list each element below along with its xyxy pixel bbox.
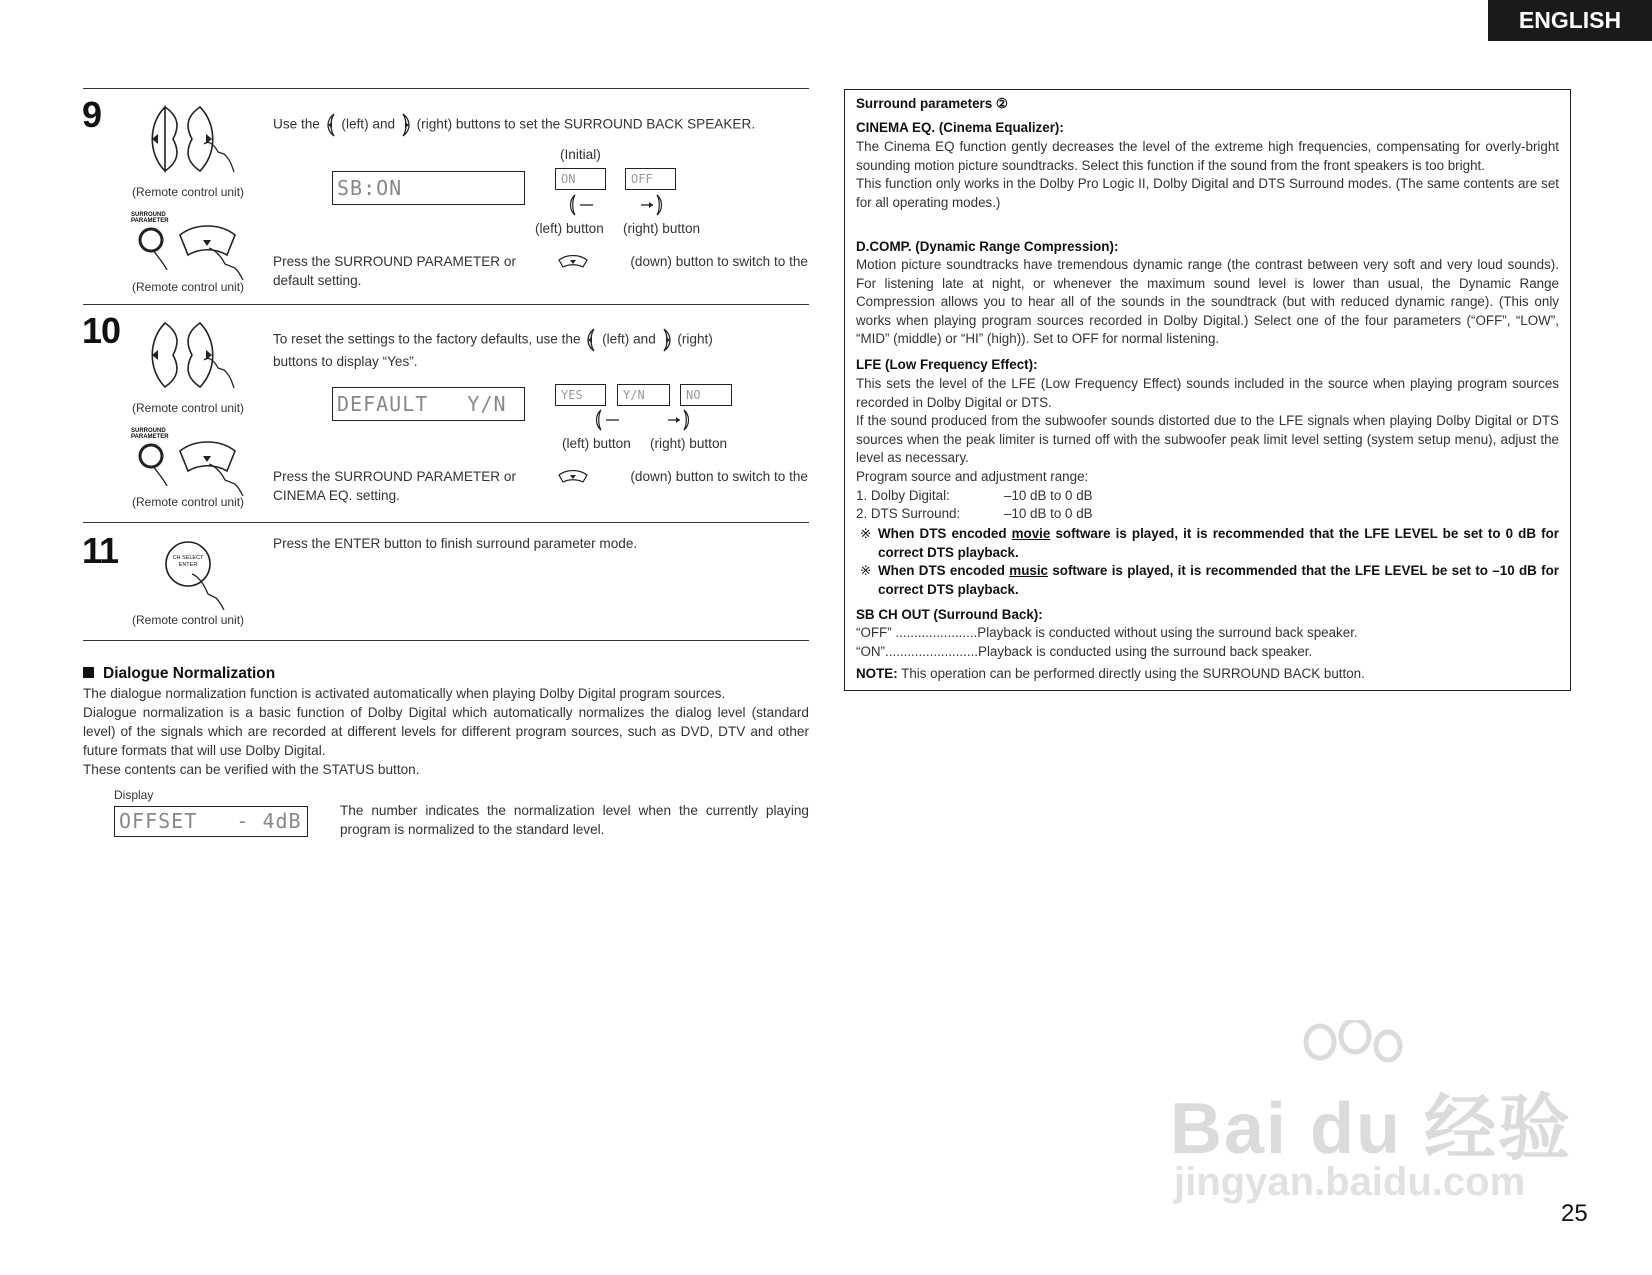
divider xyxy=(83,640,809,641)
option-off: OFF xyxy=(625,168,676,190)
enter-button-icon: CH SELECT ENTER xyxy=(164,540,216,592)
page-number: 25 xyxy=(1561,1200,1588,1227)
display-default: DEFAULT Y/N xyxy=(332,387,525,421)
step-10-press-text: Press the SURROUND PARAMETER or (down) button to switch to the CINEMA EQ. setting. xyxy=(273,469,808,503)
lfe-note-movie: ※ When DTS encoded movie software is played, it is recommended that the LFE LEVEL be set to 0 dB for correct DTS playback. xyxy=(860,526,1559,560)
surround-parameter-label: SURROUND PARAMETER xyxy=(131,212,169,224)
display-offset: OFFSET - 4dB xyxy=(114,806,308,837)
left-button-label: (left) button xyxy=(535,221,604,236)
step-10-instruction: To reset the settings to the factory defaults, use the (left) and (right) xyxy=(273,328,813,352)
left-arrow-icon xyxy=(568,194,598,216)
step-number: 10 xyxy=(82,310,121,351)
watermark xyxy=(1170,1020,1590,1215)
surround-parameter-down-icon xyxy=(135,220,255,280)
sb-ch-out-off: “OFF” ......................Playback is conducted without using the surround back speaker. xyxy=(856,625,1358,640)
remote-caption: (Remote control unit) xyxy=(132,613,245,627)
sb-ch-out-on: “ON”.........................Playback is conducted using the surround back speaker. xyxy=(856,644,1313,659)
step-11-instruction: Press the ENTER button to finish surround parameter mode. xyxy=(273,536,638,551)
final-note: NOTE: This operation can be performed directly using the SURROUND BACK button. xyxy=(856,666,1365,681)
watermark-brand: Bai du 经验 xyxy=(1170,1089,1573,1169)
remote-caption: (Remote control unit) xyxy=(132,280,245,294)
left-button-label: (left) button xyxy=(562,436,631,451)
right-button-label: (right) button xyxy=(650,436,728,451)
down-button-icon xyxy=(557,470,589,484)
right-button-label: (right) button xyxy=(623,221,701,236)
right-button-icon xyxy=(399,113,413,137)
lfe-title: LFE (Low Frequency Effect): xyxy=(856,357,1038,372)
step-number: 9 xyxy=(82,94,102,135)
left-arrow-icon xyxy=(594,409,624,431)
dcomp-title: D.COMP. (Dynamic Range Compression): xyxy=(856,239,1119,254)
right-button-icon xyxy=(660,328,674,352)
step-9-instruction: Use the (left) and (right) buttons to set the SURROUND BACK SPEAKER. xyxy=(273,113,813,137)
sb-ch-out-title: SB CH OUT (Surround Back): xyxy=(856,607,1043,622)
remote-caption: (Remote control unit) xyxy=(132,401,245,415)
display-label: Display xyxy=(114,788,154,802)
section-title: Dialogue Normalization xyxy=(83,665,275,683)
remote-caption: (Remote control unit) xyxy=(132,495,245,509)
option-yn: Y/N xyxy=(617,384,670,406)
lfe-text: This sets the level of the LFE (Low Frequency Effect) sounds included in the source when playing program sources recorded in Dolby Digital or DTS. If the sound produced from the subwoofer sounds distorted due to the LFE signals when playing Dolby Digital or DTS sources when the peak limiter is turned off with the subwoofer peak limit level setting (system setup menu), adjust the level as necessary. Program source and adjustment range: 1. Dolby Digital: –10 dB to 0 dB 2. DTS Surround: –10 dB to 0 dB xyxy=(856,376,1559,522)
down-button-icon xyxy=(557,255,589,269)
offset-note: The number indicates the normalization level when the currently playing program is normalized to the standard level. xyxy=(340,803,809,837)
right-arrow-icon xyxy=(637,194,667,216)
surround-parameter-label: SURROUND PARAMETER xyxy=(131,428,169,440)
display-sb-on: SB:ON xyxy=(332,171,525,205)
cinema-eq-text: The Cinema EQ function gently decreases the level of the extreme high frequencies, compensating for overly-bright sounding motion picture soundtracks. Select this function if the sound from the front speakers is too bright. This function only works in the Dolby Pro Logic II, Dolby Digital and DTS Surround modes. (The same contents are set for all operating modes.) xyxy=(856,139,1559,210)
language-tab: ENGLISH xyxy=(1488,0,1652,41)
remote-caption: (Remote control unit) xyxy=(132,185,245,199)
option-no: NO xyxy=(680,384,732,406)
divider xyxy=(83,522,809,523)
dcomp-text: Motion picture soundtracks have tremendous dynamic range (the contrast between very soft and very loud sounds). For listening late at night, or whenever the maximum sound level is lower than usual, the Dynamic Range Compression allows you to hear all of the sounds in the soundtrack (but with reduced dynamic range). (This only works when playing program sources recorded in Dolby Digital.) Select one of the four parameters (“OFF”, “LOW”, “MID” (middle) or “HI” (high)). Set to OFF for normal listening. xyxy=(856,257,1559,347)
remote-left-right-icon xyxy=(138,104,248,174)
step-number: 11 xyxy=(82,530,119,571)
watermark-url: jingyan.baidu.com xyxy=(1174,1160,1526,1204)
initial-label: (Initial) xyxy=(560,147,601,162)
divider xyxy=(83,304,809,305)
option-yes: YES xyxy=(555,384,606,406)
step-9-press-text: Press the SURROUND PARAMETER or (down) button to switch to the default setting. xyxy=(273,254,808,288)
option-on: ON xyxy=(555,168,606,190)
right-arrow-icon xyxy=(664,409,694,431)
left-button-icon xyxy=(324,113,338,137)
divider xyxy=(83,88,809,89)
box-title: Surround parameters ② xyxy=(856,96,1008,111)
surround-parameter-down-icon xyxy=(135,436,255,496)
lfe-note-music: ※ When DTS encoded music software is played, it is recommended that the LFE LEVEL be set to –10 dB for correct DTS playback. xyxy=(860,563,1559,597)
cinema-eq-title: CINEMA EQ. (Cinema Equalizer): xyxy=(856,120,1064,135)
dialogue-body: The dialogue normalization function is activated automatically when playing Dolby Digital program sources. Dialogue normalization is a basic function of Dolby Digital which automatically normalizes the dialog level (standard level) of the signals which are recorded at different levels for different program sources, such as DVD, DTV and other future formats that will use Dolby Digital. These contents can be verified with the STATUS button. xyxy=(83,686,809,777)
left-button-icon xyxy=(584,328,598,352)
remote-left-right-icon xyxy=(138,320,248,390)
step-10-instruction-line2: buttons to display “Yes”. xyxy=(273,354,418,369)
